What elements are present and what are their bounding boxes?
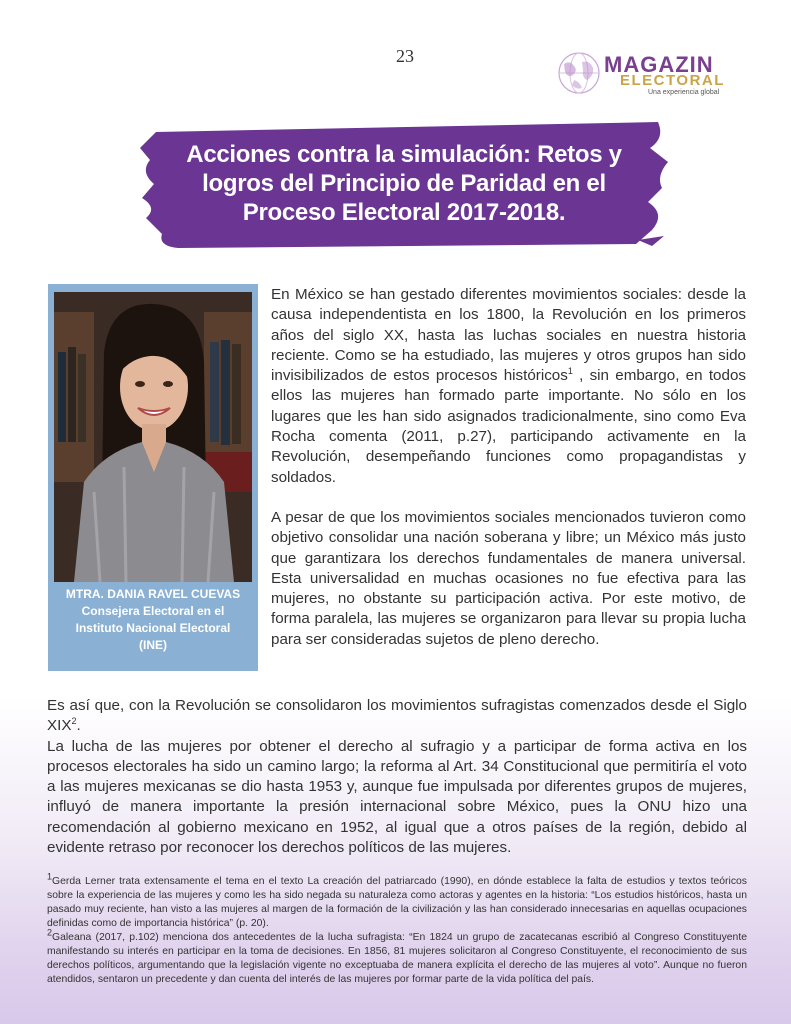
body-full-width <box>47 696 747 858</box>
title-line-2: logros del Principio de Paridad en el <box>202 170 606 197</box>
portrait-photo <box>54 292 252 582</box>
logo-title: MAGAZIN <box>604 52 714 77</box>
footnote-2 <box>47 927 747 987</box>
magazine-logo <box>556 50 736 100</box>
paragraph-1-text: En México se han gestado diferentes movimientos sociales: desde la causa independentista en los 1800, la Revolución en los primeros años del siglo XX, hasta las luchas sociales en nuestra historia reciente. Como se ha estudiado, las mujeres y otros grupos han sido invisibilizados de estos procesos históricos <box>271 286 746 385</box>
profile-role-line-2: Instituto Nacional Electoral <box>75 621 231 635</box>
footnote-1-number: 1 <box>47 871 53 882</box>
profile-caption <box>52 586 254 654</box>
paragraph-4: La lucha de las mujeres por obtener el derecho al sufragio y a participar de forma activa en los procesos electorales ha sido un camino largo; la reforma al Art. 34 Constitucional que permitiría el voto a las mujeres mexicanas se dio hasta 1953 y, aunque fue impulsada por diferentes grupos de mujeres, influyó de manera importante la presión internacional sobre México, pues la ONU hizo una recomendación al gobierno mexicano en 1952, al igual que a otros países de la región, debido al evidente retraso por reconocer los derechos políticos de las mujeres. <box>47 737 747 857</box>
footnote-2-text: Galeana (2017, p.102) menciona dos antecedentes de la lucha sufragista: “En 1824 un grupo de zacatecanas escribió al Congreso Constituyente manifestando su interés en participar en la toma de decisiones. En 1856, 81 mujeres solicitaron al Congreso Constituyente, el reconocimiento de sus derechos políticos, argumentando que la legislación vigente no exceptuaba de manera explícita el derecho de las mujeres al voto”. Aunque no fueron atendidos, sentaron un precedente y dan cuenta del interés de las mujeres por formar parte de la vida política del país. <box>47 932 747 985</box>
profile-role-line-3: (INE) <box>139 638 167 652</box>
footnote-1-text: Gerda Lerner trata extensamente el tema en el texto La creación del patriarcado (1990), en dónde establece la falta de estudios y textos teóricos sobre la experiencia de las mujeres y como les ha sido negada su naturaleza como actoras y agentes en la historia: “Los estudios históricos, hasta un pasado muy reciente, han visto a las mujeres al margen de la formación de la civilización y las han considerado innecesarias en aquellas ocupaciones definidas como de importancia histórica” (p. 20). <box>47 876 747 929</box>
article-title <box>168 140 640 227</box>
profile-role-line-1: Consejera Electoral en el <box>81 604 225 618</box>
logo-subtitle: ELECTORAL <box>620 72 725 89</box>
footnotes <box>47 871 747 987</box>
paragraph-3 <box>47 696 747 737</box>
footnote-ref-1[interactable]: 1 <box>567 366 573 377</box>
portrait-illustration <box>54 292 252 582</box>
logo-tagline: Una experiencia global <box>648 89 720 96</box>
footnote-2-number: 2 <box>47 927 53 938</box>
paragraph-2: A pesar de que los movimientos sociales mencionados tuvieron como objetivo consolidar una nación soberana y libre; un México más justo que garantizara los derechos fundamentales de manera universal. Esta universalidad en muchas ocasiones no fue efectiva para las mujeres, no obstante su participación activa. Por este motivo, de forma paralela, las mujeres se organizaron para llevar su propia lucha para ser consideradas sujetos de pleno derecho. <box>271 508 746 648</box>
body-column <box>271 285 746 650</box>
paragraph-3-end: . <box>76 717 81 735</box>
profile-name: MTRA. DANIA RAVEL CUEVAS <box>65 587 241 601</box>
paragraph-1 <box>271 285 746 488</box>
title-line-3: Proceso Electoral 2017-2018. <box>242 199 566 226</box>
paragraph-3-text: Es así que, con la Revolución se consolidaron los movimientos sufragistas comenzados desde el Siglo XIX <box>47 697 747 735</box>
title-line-1: Acciones contra la simulación: Retos y <box>186 141 622 168</box>
footnote-1 <box>47 871 747 931</box>
title-banner <box>138 118 670 252</box>
profile-card <box>48 284 258 671</box>
page-number: 23 <box>396 46 414 66</box>
footnote-ref-2[interactable]: 2 <box>71 716 77 727</box>
paragraph-1-rest: , sin embargo, en todos ellos las mujeres han formado parte importante. No sólo en los lugares que les han sido asignados tradicionalmente, sino como Eva Rocha comenta (2011, p.27), participando activamente en la Revolución, desempeñando funciones como propagandistas y soldados. <box>271 367 746 486</box>
globe-icon <box>556 50 602 96</box>
